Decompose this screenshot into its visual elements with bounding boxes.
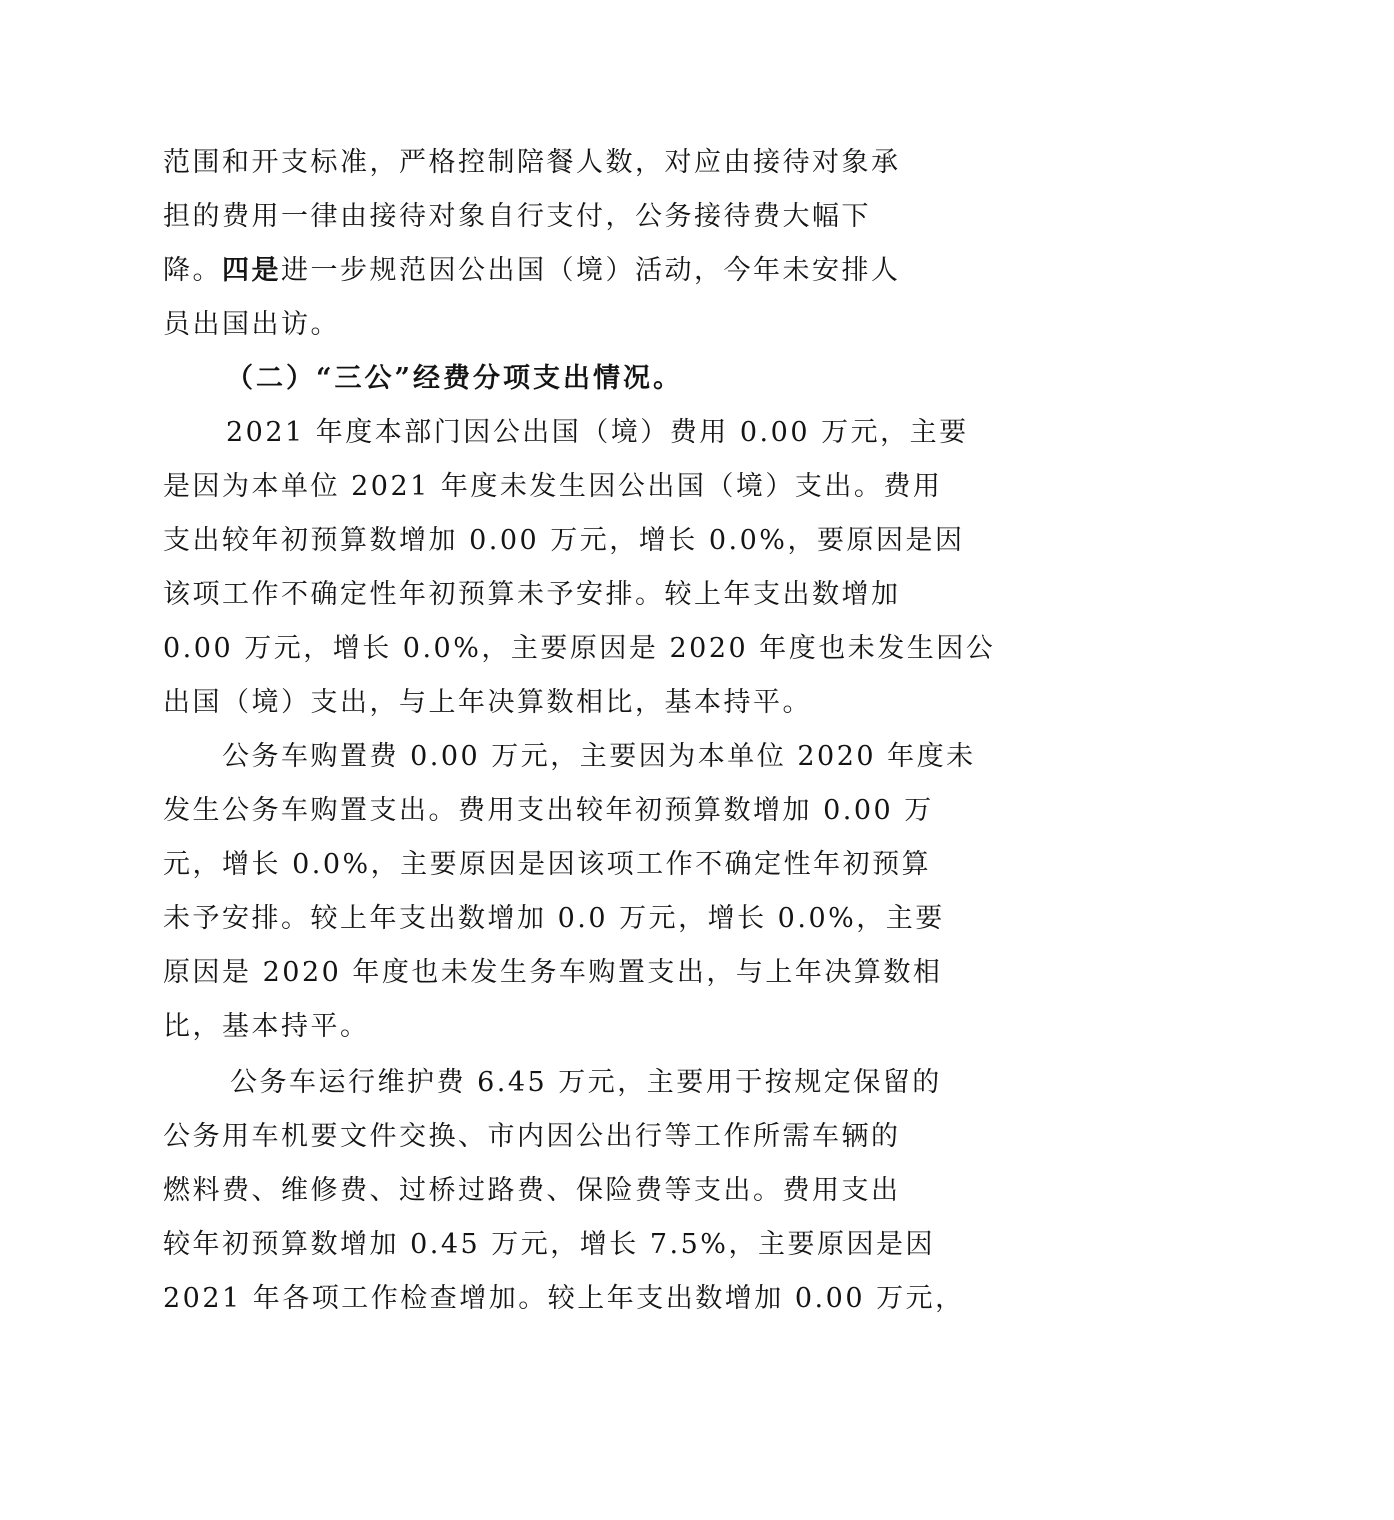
section-heading: （二）“三公”经费分项支出情况。 [226, 363, 684, 394]
text-line: 比，基本持平。 [163, 1011, 370, 1042]
text-line: 2021 年各项工作检查增加。较上年支出数增加 0.00 万元， [163, 1283, 965, 1314]
text-line: 出国（境）支出，与上年决算数相比，基本持平。 [163, 687, 812, 718]
text-line: 担的费用一律由接待对象自行支付，公务接待费大幅下 [163, 201, 871, 232]
text-line [163, 254, 901, 288]
text-line: 支出较年初预算数增加 0.00 万元，增长 0.0%，要原因是因 [163, 525, 965, 556]
text-line: 该项工作不确定性年初预算未予安排。较上年支出数增加 [163, 579, 901, 610]
paragraph-first-line: 公务车购置费 0.00 万元，主要因为本单位 2020 年度未 [222, 741, 976, 772]
text-line: 公务用车机要文件交换、市内因公出行等工作所需车辆的 [163, 1121, 901, 1152]
text-segment: 进一步规范因公出国（境）活动，今年未安排人 [281, 255, 901, 286]
text-line: 燃料费、维修费、过桥过路费、保险费等支出。费用支出 [163, 1175, 901, 1206]
paragraph-first-line: 公务车运行维护费 6.45 万元，主要用于按规定保留的 [230, 1067, 942, 1098]
text-line: 员出国出访。 [163, 309, 340, 340]
text-line: 未予安排。较上年支出数增加 0.0 万元，增长 0.0%，主要 [163, 903, 945, 934]
text-line: 0.00 万元，增长 0.0%，主要原因是 2020 年度也未发生因公 [163, 633, 996, 664]
text-line: 元，增长 0.0%，主要原因是因该项工作不确定性年初预算 [163, 849, 932, 880]
text-line: 较年初预算数增加 0.45 万元，增长 7.5%，主要原因是因 [163, 1229, 935, 1260]
text-line: 范围和开支标准，严格控制陪餐人数，对应由接待对象承 [163, 147, 901, 178]
list-marker-bold: 四是 [222, 255, 281, 286]
text-line: 原因是 2020 年度也未发生务车购置支出，与上年决算数相 [163, 957, 943, 988]
text-segment: 降。 [163, 255, 222, 286]
paragraph-first-line: 2021 年度本部门因公出国（境）费用 0.00 万元，主要 [226, 417, 969, 448]
text-line: 发生公务车购置支出。费用支出较年初预算数增加 0.00 万 [163, 795, 934, 826]
text-line: 是因为本单位 2021 年度未发生因公出国（境）支出。费用 [163, 471, 943, 502]
